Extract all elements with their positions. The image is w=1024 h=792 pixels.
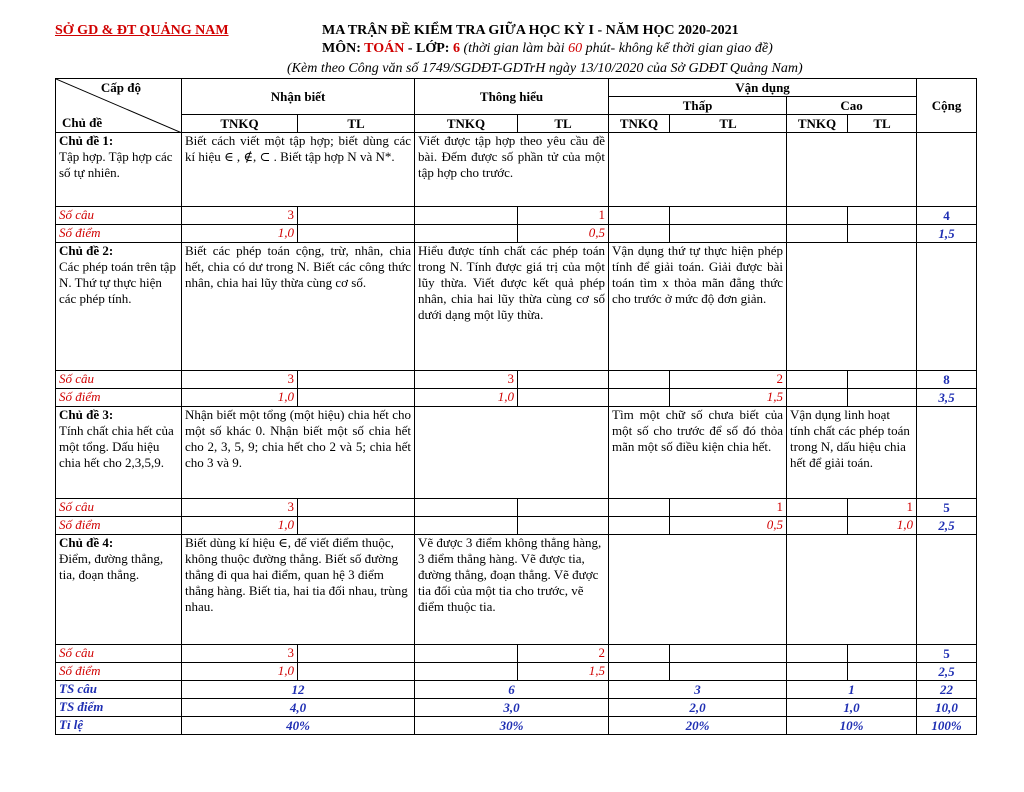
count-total: 5 [917,645,977,663]
topic-title: Chủ đề 4: [59,535,114,550]
count-cell [298,499,415,517]
document-title: MA TRẬN ĐỀ KIỂM TRA GIỮA HỌC KỲ I - NĂM HỌC 2020-2021 [322,23,739,38]
exam-matrix-table [55,78,977,735]
topic-cell [56,407,182,499]
grand-total: 10,0 [917,699,977,717]
row-label: Tỉ lệ [56,717,182,735]
department-name: SỞ GD & ĐT QUẢNG NAM [55,23,229,38]
score-cell: 1,5 [670,389,787,407]
subcol-tnkq: TNKQ [182,115,298,133]
high-application-description [787,535,917,645]
recognition-description: Biết dùng kí hiệu ∈, để viết điểm thuộc, không thuộc đường thẳng. Biết số đường thẳng đi qua hai điểm, quan hệ 3 điểm thẳng hàng. Biết tia, hai tia đối nhau, trùng nhau. [182,535,415,645]
subcol-tnkq: TNKQ [415,115,518,133]
grand-total: 22 [917,681,977,699]
score-cell: 1,5 [518,663,609,681]
score-row [56,389,977,407]
count-cell [415,207,518,225]
topic-cell [56,243,182,371]
row-label: Số câu [56,207,182,225]
score-cell: 0,5 [518,225,609,243]
understanding-description [415,407,609,499]
subject-name: TOÁN [364,41,405,56]
topic-title: Chủ đề 2: [59,243,114,258]
class-prefix: - LỚP: [404,41,453,56]
count-cell: 2 [518,645,609,663]
recognition-total: 4,0 [182,699,415,717]
score-cell [298,517,415,535]
count-cell: 3 [415,371,518,389]
recognition-description: Biết các phép toán cộng, trừ, nhân, chia hết, chia có dư trong N. Biết các công thức nhân, chia hai lũy thừa cùng cơ số. [182,243,415,371]
count-cell: 3 [182,645,298,663]
count-cell [518,371,609,389]
recognition-description: Biết cách viết một tập hợp; biết dùng các kí hiệu ∈ , ∉, ⊂ . Biết tập hợp N và N*. [182,133,415,207]
recognition-total: 40% [182,717,415,735]
high-application-description: Vận dụng linh hoạt tính chất các phép toán trong N, dấu hiệu chia hết để giải toán. [787,407,917,499]
count-total: 5 [917,499,977,517]
score-row [56,225,977,243]
high-application-description [787,133,917,207]
time-open: (thời gian làm bài [459,41,569,56]
subcol-tl: TL [518,115,609,133]
score-total: 2,5 [917,517,977,535]
col-total: Cộng [917,79,977,133]
score-cell [609,225,670,243]
subcol-tl: TL [848,115,917,133]
total-cell [917,133,977,207]
low-application-description: Tìm một chữ số chưa biết của một số cho trước để số đó thỏa mãn một số điều kiện chia hết. [609,407,787,499]
score-row [56,517,977,535]
topic-title: Chủ đề 1: [59,133,114,148]
low-application-total: 3 [609,681,787,699]
high-application-total: 10% [787,717,917,735]
low-application-total: 2,0 [609,699,787,717]
question-count-row [56,207,977,225]
subject-line [322,41,773,57]
score-cell [415,517,518,535]
col-application-high: Cao [787,97,917,115]
recognition-total: 12 [182,681,415,699]
col-application-low: Thấp [609,97,787,115]
count-cell [848,371,917,389]
score-cell [298,389,415,407]
total-questions-row [56,681,977,699]
topic-title: Chủ đề 3: [59,407,114,422]
score-total: 2,5 [917,663,977,681]
high-application-description [787,243,917,371]
understanding-total: 30% [415,717,609,735]
total-score-row [56,699,977,717]
score-cell [787,517,848,535]
col-recognition: Nhận biết [182,79,415,115]
subcol-tl: TL [670,115,787,133]
score-cell [787,389,848,407]
score-cell [848,389,917,407]
header-row-3 [56,115,977,133]
count-cell [609,207,670,225]
count-cell: 1 [670,499,787,517]
count-cell [609,371,670,389]
score-cell [609,389,670,407]
count-cell [415,645,518,663]
class-number: 6 [452,41,460,56]
topic-cell [56,133,182,207]
count-cell [298,207,415,225]
count-cell: 3 [182,371,298,389]
score-cell: 1,0 [182,225,298,243]
score-cell [518,517,609,535]
count-cell [848,207,917,225]
grand-total: 100% [917,717,977,735]
count-cell: 1 [848,499,917,517]
col-application: Vận dụng [609,79,917,97]
topic-label: Chủ đề [62,115,103,130]
understanding-total: 3,0 [415,699,609,717]
count-cell [298,371,415,389]
count-cell [787,371,848,389]
low-application-description: Vận dụng thứ tự thực hiện phép tính để giải toán. Giải được bài toán tìm x thỏa mãn đẳng thức cho trước ở mức độ đơn giản. [609,243,787,371]
row-label: Số câu [56,499,182,517]
understanding-description: Hiểu được tính chất các phép toán trong N. Tính được giá trị của một lũy thừa. Viết được kết quả phép nhân, chia hai lũy thừa cùng cơ số dưới dạng một lũy thừa. [415,243,609,371]
topic-row [56,133,977,207]
recognition-description: Nhận biết một tổng (một hiệu) chia hết cho một số khác 0. Nhận biết một số chia hết cho 2, 3, 5, 9; chia hết cho 2 và 5; chia hết cho 3 và 9. [182,407,415,499]
count-cell [518,499,609,517]
total-cell [917,243,977,371]
score-cell: 1,0 [182,663,298,681]
score-cell: 1,0 [182,389,298,407]
row-label: Số điểm [56,225,182,243]
score-cell: 1,0 [415,389,518,407]
score-cell [848,663,917,681]
topic-row [56,535,977,645]
score-cell [609,663,670,681]
ratio-row [56,717,977,735]
reference-note: (Kèm theo Công văn số 1749/SGDĐT-GDTrH ngày 13/10/2020 của Sở GDĐT Quảng Nam) [287,61,803,76]
score-cell [415,663,518,681]
topic-cell [56,535,182,645]
score-cell [609,517,670,535]
count-cell [609,645,670,663]
high-application-total: 1 [787,681,917,699]
count-total: 4 [917,207,977,225]
high-application-total: 1,0 [787,699,917,717]
row-label: TS câu [56,681,182,699]
score-cell: 1,0 [182,517,298,535]
subcol-tl: TL [298,115,415,133]
question-count-row [56,499,977,517]
row-label: TS điểm [56,699,182,717]
time-minutes: 60 [568,41,583,56]
count-cell [787,645,848,663]
subcol-tnkq: TNKQ [787,115,848,133]
topic-name: Tập hợp. Tập hợp các số tự nhiên. [59,149,173,180]
topic-row [56,243,977,371]
count-cell [609,499,670,517]
count-cell [298,645,415,663]
count-cell [415,499,518,517]
topic-name: Điểm, đường thẳng, tia, đoạn thẳng. [59,551,164,582]
score-cell [787,663,848,681]
level-label: Cấp độ [100,80,141,95]
count-total: 8 [917,371,977,389]
header-row-1 [56,79,977,97]
col-understanding: Thông hiểu [415,79,609,115]
score-cell [787,225,848,243]
score-cell [298,663,415,681]
subcol-tnkq: TNKQ [609,115,670,133]
topic-name: Tính chất chia hết của một tổng. Dấu hiệu chia hết cho 2,3,5,9. [59,423,174,470]
total-cell [917,407,977,499]
low-application-total: 20% [609,717,787,735]
row-label: Số điểm [56,517,182,535]
score-cell [518,389,609,407]
row-label: Số điểm [56,389,182,407]
question-count-row [56,371,977,389]
understanding-description: Vẽ được 3 điểm không thẳng hàng, 3 điểm thẳng hàng. Vẽ được tia, đường thẳng, đoạn thẳng. Vẽ được tia đối của một tia cho trước, vẽ điểm thuộc tia. [415,535,609,645]
understanding-total: 6 [415,681,609,699]
count-cell [787,207,848,225]
low-application-description [609,133,787,207]
topic-name: Các phép toán trên tập N. Thứ tự thực hiện các phép tính. [59,259,176,306]
count-cell: 1 [518,207,609,225]
score-cell: 0,5 [670,517,787,535]
total-cell [917,535,977,645]
subject-prefix: MÔN: [322,41,365,56]
score-cell [670,663,787,681]
score-cell [670,225,787,243]
score-total: 3,5 [917,389,977,407]
score-cell [415,225,518,243]
score-cell [848,225,917,243]
score-row [56,663,977,681]
row-label: Số câu [56,645,182,663]
count-cell [787,499,848,517]
understanding-description: Viết được tập hợp theo yêu cầu đề bài. Đếm được số phần tử của một tập hợp cho trước. [415,133,609,207]
time-close: phút- không kể thời gian giao đề) [582,41,773,56]
score-total: 1,5 [917,225,977,243]
topic-row [56,407,977,499]
score-cell [298,225,415,243]
question-count-row [56,645,977,663]
count-cell [848,645,917,663]
low-application-description [609,535,787,645]
diagonal-header-cell [56,79,182,133]
row-label: Số điểm [56,663,182,681]
row-label: Số câu [56,371,182,389]
count-cell: 2 [670,371,787,389]
count-cell [670,645,787,663]
count-cell: 3 [182,499,298,517]
score-cell: 1,0 [848,517,917,535]
count-cell [670,207,787,225]
count-cell: 3 [182,207,298,225]
